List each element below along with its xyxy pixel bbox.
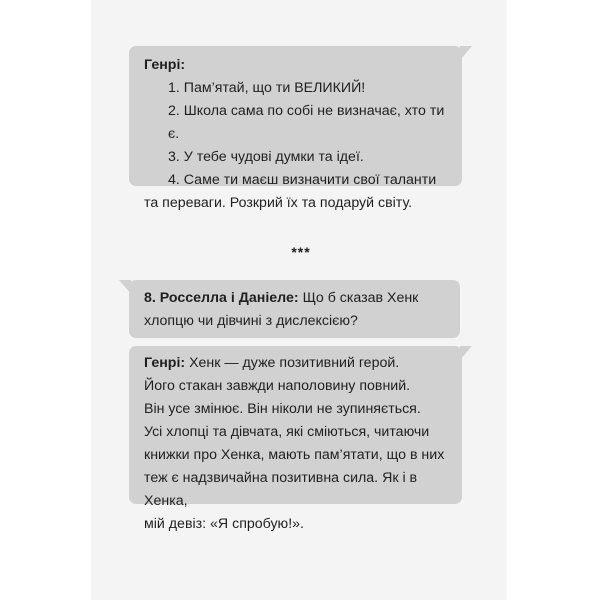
section-separator: ***: [291, 244, 311, 260]
answer-line: мій девіз: «Я спробую!».: [144, 516, 304, 532]
answer-line-1: [144, 352, 452, 375]
list-item: 1. Пам’ятай, що ти ВЕЛИКИЙ!: [168, 80, 366, 96]
question-line-2: хлопцю чи дівчині з дислексією?: [144, 313, 358, 329]
list-item: 2. Школа сама по собі не визначає, хто ти є.: [168, 103, 445, 142]
dialogue-bubble-henry-list: [129, 46, 462, 211]
answer-line: книжки про Хенка, мають пам’ятати, що в них: [144, 447, 445, 463]
bubble-tail: [460, 346, 472, 360]
dialogue-bubble-henry-answer: [129, 346, 462, 532]
list-item-continuation: та переваги. Розкрий їх та подаруй світу.: [144, 195, 413, 211]
answer-line: Його стакан завжди наполовину повний.: [144, 378, 411, 394]
bubble-tail: [119, 280, 131, 294]
answer-text: Хенк — дуже позитивний герой.: [185, 355, 400, 371]
question-text: Що б сказав Хенк: [298, 290, 419, 306]
list-item: 4. Саме ти маєш визначити свої таланти: [168, 172, 437, 188]
answer-line: теж є надзвичайна позитивна сила. Як і в Хенка,: [144, 470, 418, 509]
answer-line: Він усе змінює. Він ніколи не зупиняється.: [144, 401, 421, 417]
dialogue-bubble-question: [129, 280, 460, 338]
speaker-label: 8. Росселла і Даніеле:: [144, 290, 299, 306]
bubble-tail: [460, 46, 472, 60]
question-line-1: [144, 287, 450, 310]
speaker-label: Генрі:: [144, 355, 186, 371]
speaker-label: Генрі:: [144, 57, 186, 73]
list-item: 3. У тебе чудові думки та ідеї.: [168, 149, 364, 165]
answer-line: Усі хлопці та дівчата, які сміються, читаючи: [144, 424, 430, 440]
